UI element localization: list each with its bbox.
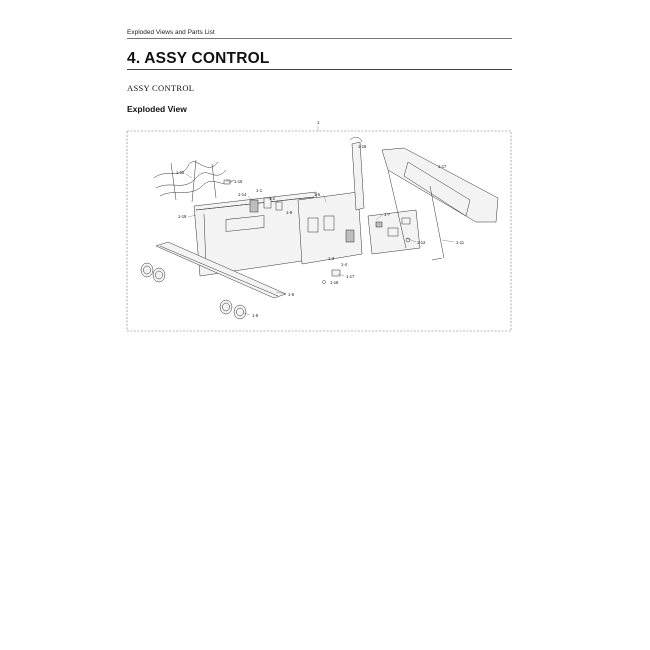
exploded-view-svg (126, 118, 512, 332)
header-rule (127, 38, 512, 39)
callout-1-6: 1-6 (288, 292, 295, 297)
callout-1-4: 1-4 (341, 262, 348, 267)
callout-1-1: 1-1 (256, 188, 263, 193)
callout-1-7: 1-7 (384, 212, 391, 217)
part-clip-1-16 (224, 180, 230, 184)
callout-1-12: 1-12 (417, 240, 426, 245)
callout-1: 1 (317, 120, 320, 125)
callout-1-17: 1-17 (438, 164, 447, 169)
exploded-view-diagram (126, 118, 512, 332)
wire-harness (154, 160, 234, 202)
callout-1-9: 1-9 (286, 210, 293, 215)
main-pcb (368, 210, 420, 254)
callout-1-18: 1-18 (358, 144, 367, 149)
knob-group-left (141, 263, 165, 282)
callout-1-8: 1-8 (252, 313, 259, 318)
callout-1-19: 1-19 (178, 214, 187, 219)
callout-1-18b: 1-18 (330, 280, 339, 285)
callout-1-17b: 1-17 (346, 274, 355, 279)
running-header: Exploded Views and Parts List (127, 29, 215, 36)
callout-1-16: 1-16 (234, 179, 243, 184)
callout-1-3: 1-3 (328, 256, 335, 261)
exploded-view-heading: Exploded View (127, 104, 187, 114)
pcb-bracket (298, 192, 362, 264)
section-subtitle: ASSY CONTROL (127, 83, 195, 93)
callout-1-14: 1-14 (238, 192, 247, 197)
section-title: 4. ASSY CONTROL (127, 50, 270, 67)
callout-1-2: 1-2 (269, 196, 276, 201)
callout-1-5: 1-5 (314, 192, 321, 197)
callout-1-15: 1-15 (176, 170, 185, 175)
callout-1-11: 1-11 (456, 240, 465, 245)
title-rule (127, 69, 512, 70)
knob-group-lower (220, 300, 246, 319)
